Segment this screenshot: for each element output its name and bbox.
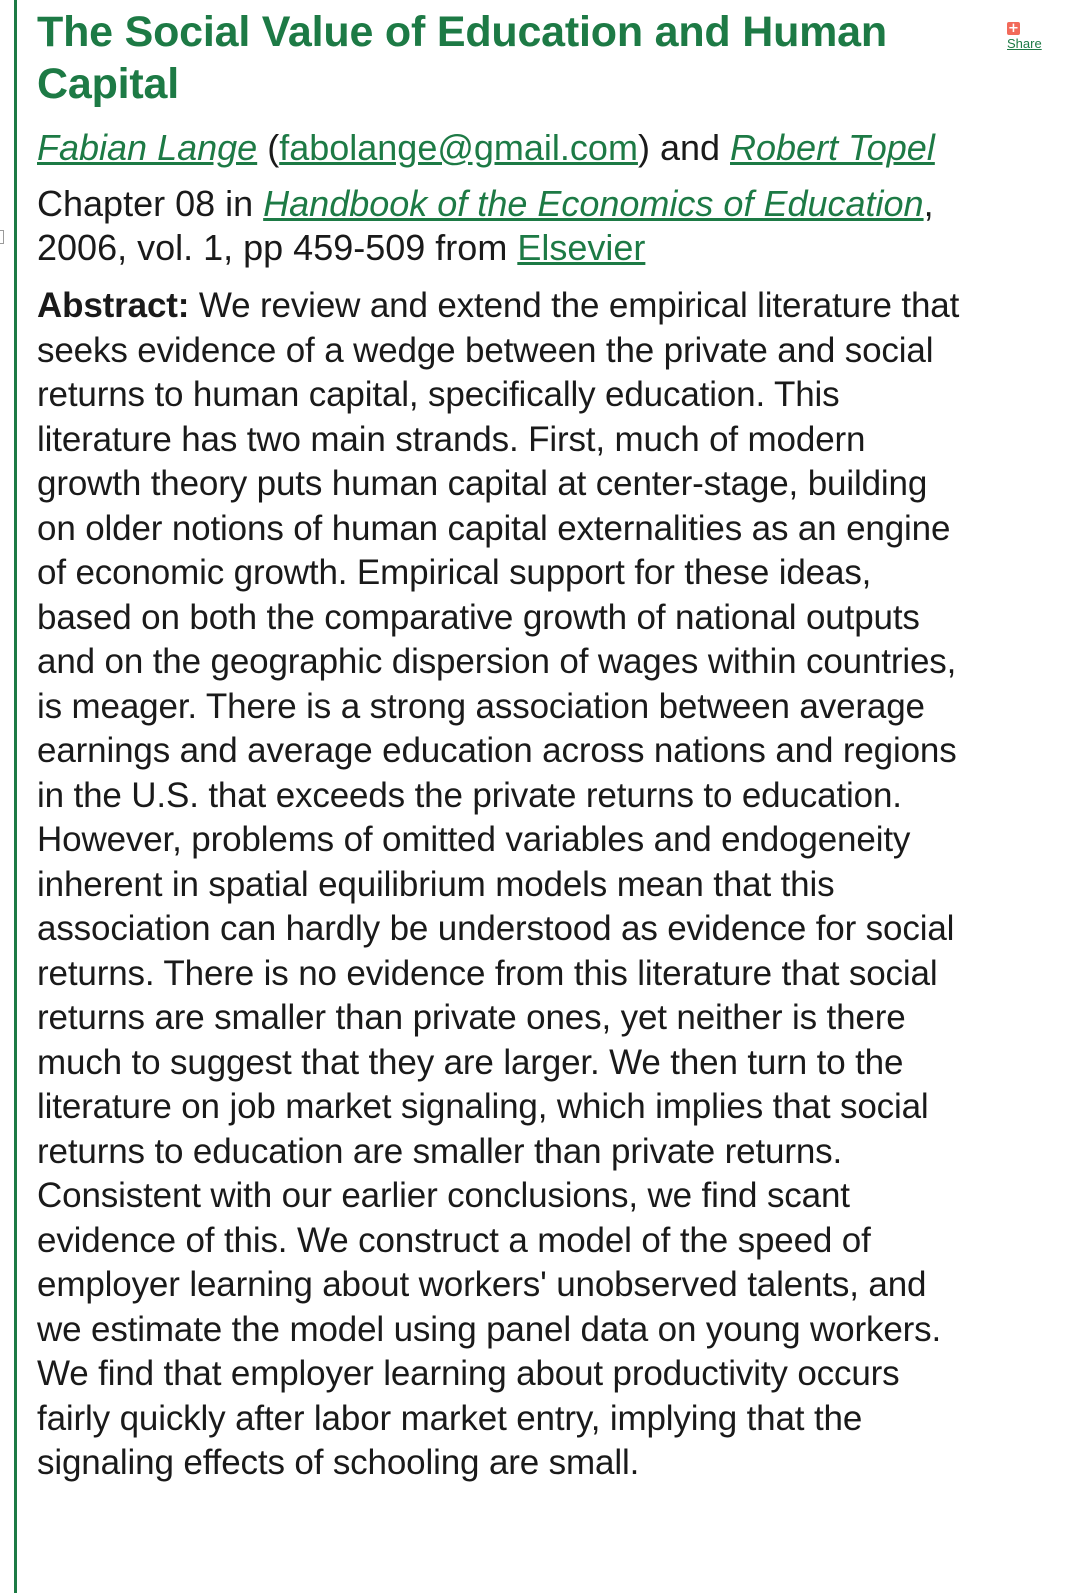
share-widget[interactable] xyxy=(1007,22,1051,51)
email-open-paren: ( xyxy=(267,127,280,168)
share-link[interactable]: Share xyxy=(1007,36,1042,51)
chapter-prefix: Chapter 08 in xyxy=(37,183,264,224)
publisher-link[interactable]: Elsevier xyxy=(517,227,646,268)
author-separator: and xyxy=(649,127,731,168)
citation-line xyxy=(37,182,972,270)
article-content xyxy=(37,0,972,1486)
abstract-label: Abstract: xyxy=(37,286,190,325)
author-link-topel[interactable]: Robert Topel xyxy=(730,127,935,168)
edge-tick-marker xyxy=(0,230,4,244)
citation-detail: , 2006, vol. 1, pp 459-509 from xyxy=(37,183,934,268)
book-link[interactable]: Handbook of the Economics of Education xyxy=(263,183,924,224)
abstract xyxy=(37,284,972,1486)
left-accent-rule xyxy=(14,0,17,1593)
page-title: The Social Value of Education and Human Capital xyxy=(37,8,887,108)
author-email-link[interactable]: fabolange@gmail.com xyxy=(279,127,638,168)
author-link-lange[interactable]: Fabian Lange xyxy=(37,127,258,168)
author-line xyxy=(37,126,972,170)
abstract-text: We review and extend the empirical literature that seeks evidence of a wedge between the private and social returns to human capital, specifically education. This literature has two main strands. First, much of modern growth theory puts human capital at center-stage, building on older notions of human capital externalities as an engine of economic growth. Empirical support for these ideas, based on both the comparative growth of national outputs and on the geographic dispersion of wages within countries, is meager. There is a strong association between average earnings and average education across nations and regions in the U.S. that exceeds the private returns to education. However, problems of omitted variables and endogeneity inherent in spatial equilibrium models mean that this association can hardly be understood as evidence for social returns. There is no evidence from this literature that social returns are smaller than private ones, yet neither is there much to suggest that they are larger. We then turn to the literature on job market signaling, which implies that social returns to education are smaller than private returns. Consistent with our earlier conclusions, we find scant evidence of this. We construct a model of the speed of employer learning about workers' unobserved talents, and we estimate the model using panel data on young workers. We find that employer learning about productivity occurs fairly quickly after labor market entry, implying that the signaling effects of schooling are small. xyxy=(37,286,960,1482)
plus-icon[interactable]: + xyxy=(1008,21,1019,36)
email-close-paren: ) xyxy=(637,127,650,168)
